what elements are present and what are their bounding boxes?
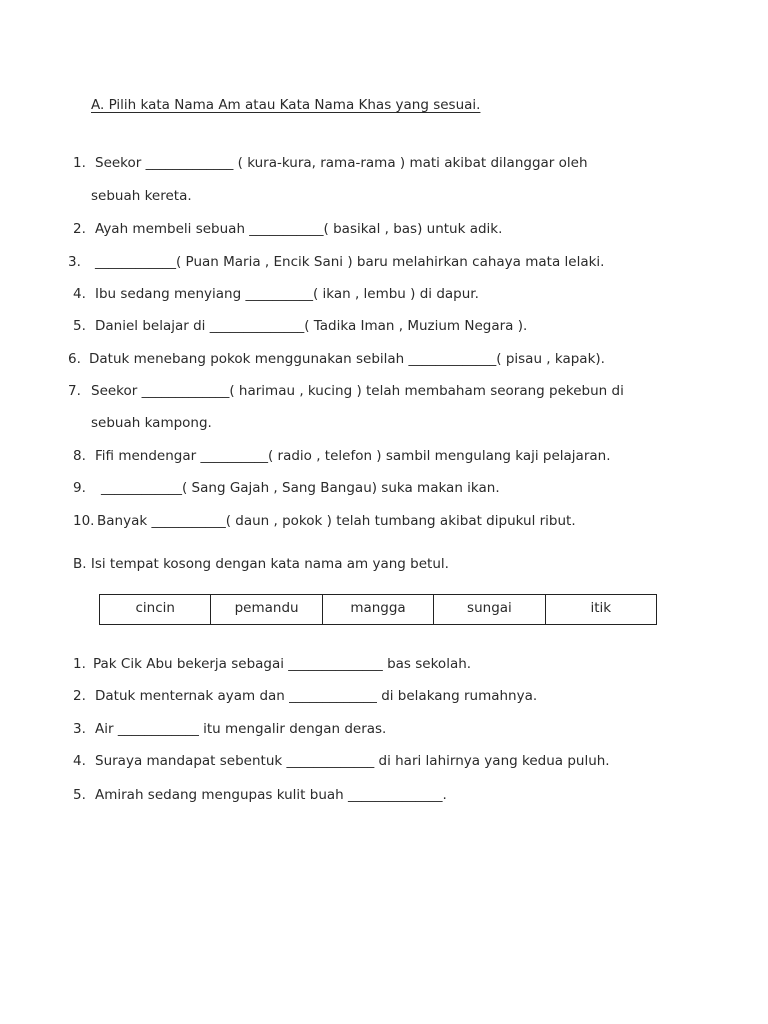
list-item: Seekor _____________( harimau , kucing ) telah membaham seorang pekebun di [91, 383, 624, 399]
item-number: 8. [73, 448, 86, 464]
item-number: 5. [73, 787, 86, 803]
list-item: Banyak ___________( daun , pokok ) telah tumbang akibat dipukul ribut. [97, 513, 576, 529]
list-item-continuation: sebuah kampong. [91, 415, 212, 431]
item-number: 4. [73, 286, 86, 302]
item-number: 3. [68, 254, 81, 270]
list-item: Pak Cik Abu bekerja sebagai ______________ bas sekolah. [93, 656, 472, 672]
list-item: Datuk menebang pokok menggunakan sebilah _____________( pisau , kapak). [89, 351, 605, 367]
list-item: ____________( Sang Gajah , Sang Bangau) suka makan ikan. [101, 480, 500, 496]
word-box-cell: pemandu [211, 595, 322, 624]
item-number: 9. [73, 480, 86, 496]
list-item: Ibu sedang menyiang __________( ikan , lembu ) di dapur. [95, 286, 479, 302]
list-item: Datuk menternak ayam dan _____________ di belakang rumahnya. [95, 688, 538, 704]
section-b-heading: B. Isi tempat kosong dengan kata nama am yang betul. [73, 556, 449, 572]
section-a-heading: A. Pilih kata Nama Am atau Kata Nama Khas yang sesuai. [91, 97, 481, 113]
list-item: Fifi mendengar __________( radio , telefon ) sambil mengulang kaji pelajaran. [95, 448, 611, 464]
word-box-cell: sungai [434, 595, 545, 624]
word-box-cell: itik [590, 600, 612, 616]
word-box-cell: cincin [100, 595, 211, 624]
list-item: Amirah sedang mengupas kulit buah ______________. [95, 787, 447, 803]
list-item: Air ____________ itu mengalir dengan deras. [95, 721, 387, 737]
item-number: 1. [73, 656, 86, 672]
item-number: 7. [68, 383, 81, 399]
item-number: 5. [73, 318, 86, 334]
item-number: 1. [73, 155, 86, 171]
list-item: ____________( Puan Maria , Encik Sani ) baru melahirkan cahaya mata lelaki. [95, 254, 605, 270]
list-item: Daniel belajar di ______________( Tadika Iman , Muzium Negara ). [95, 318, 528, 334]
item-number: 2. [73, 688, 86, 704]
word-box-cell: mangga [323, 595, 434, 624]
list-item: Suraya mandapat sebentuk _____________ di hari lahirnya yang kedua puluh. [95, 753, 610, 769]
list-item-continuation: sebuah kereta. [91, 188, 192, 204]
item-number: 3. [73, 721, 86, 737]
item-number: 2. [73, 221, 86, 237]
word-box-table [99, 594, 657, 625]
list-item: Seekor _____________ ( kura-kura, rama-rama ) mati akibat dilanggar oleh [95, 155, 588, 171]
item-number: 4. [73, 753, 86, 769]
item-number: 6. [68, 351, 81, 367]
list-item: Ayah membeli sebuah ___________( basikal , bas) untuk adik. [95, 221, 503, 237]
item-number: 10. [73, 513, 95, 529]
